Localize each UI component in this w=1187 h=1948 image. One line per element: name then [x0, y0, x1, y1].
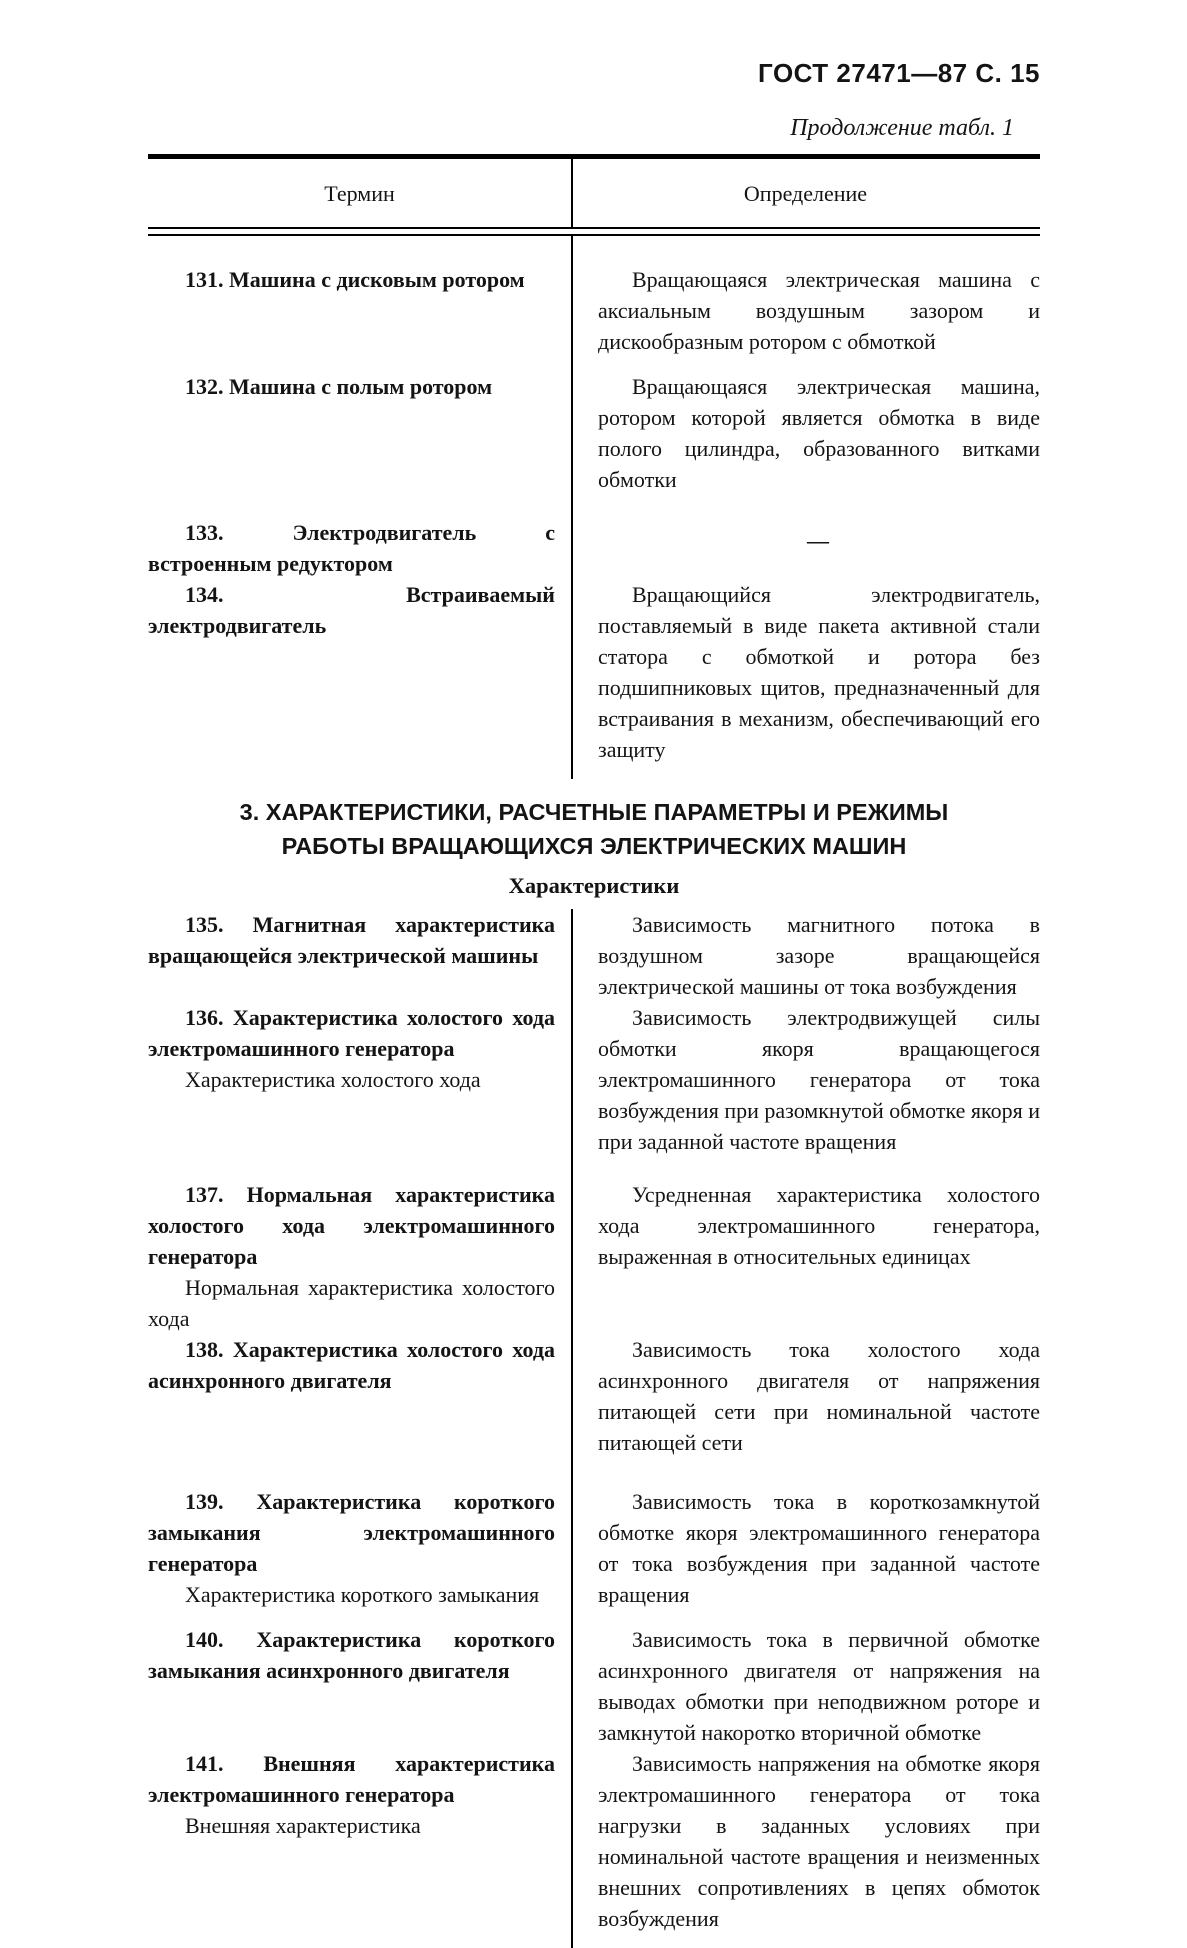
definition-text: Вращающаяся электрическая машина с аксиальным воздушным зазором и дискообразным ротором с обмоткой [598, 267, 1040, 354]
definition-text: Зависимость электродвижущей силы обмотки якоря вращающегося электромашинного генератора от тока возбуждения при разомкнутой обмотке якоря и при заданной частоте вращения [598, 1005, 1040, 1154]
table-row-133 [148, 517, 1040, 579]
term-cell [148, 1334, 571, 1458]
definition-dash: — [807, 528, 831, 553]
section-heading-line1: 3. ХАРАКТЕРИСТИКИ, РАСЧЕТНЫЕ ПАРАМЕТРЫ И РЕЖИМЫ [239, 799, 949, 825]
term-text: 139. Характеристика короткого замыкания электромашинного генератора [148, 1489, 555, 1576]
definition-text: Вращающаяся электрическая машина, ротором которой является обмотка в виде полого цилиндра, образованного витками обмотки [598, 374, 1040, 492]
definition-cell [571, 1002, 1040, 1157]
term-cell [148, 909, 571, 1002]
term-cell [148, 1748, 571, 1934]
table-row-132 [148, 371, 1040, 495]
table-header-row [148, 154, 1040, 227]
definition-cell [571, 264, 1040, 357]
section-heading-line2: РАБОТЫ ВРАЩАЮЩИХСЯ ЭЛЕКТРИЧЕСКИХ МАШИН [281, 833, 907, 859]
gost-page-header: ГОСТ 27471—87 С. 15 [758, 58, 1040, 88]
definition-cell [571, 517, 1040, 579]
table-row-135 [148, 909, 1040, 1002]
table-row-139 [148, 1486, 1040, 1610]
header-double-rule [148, 227, 1040, 236]
table-row-134 [148, 579, 1040, 765]
term-text: 133. Электродвигатель с встроенным редуктором [148, 520, 555, 576]
section-heading [148, 795, 1040, 863]
term-synonym: Характеристика холостого хода [185, 1067, 481, 1092]
term-text: 134. Встраиваемый электродвигатель [148, 582, 555, 638]
definition-cell [571, 1486, 1040, 1610]
col-header-term: Термин [324, 181, 395, 206]
term-synonym: Внешняя характеристика [185, 1813, 421, 1838]
definition-cell [571, 1179, 1040, 1334]
term-synonym: Нормальная характеристика холостого хода [148, 1275, 555, 1331]
term-text: 138. Характеристика холостого хода асинхронного двигателя [148, 1337, 555, 1393]
table-caption: Продолжение табл. 1 [790, 115, 1014, 141]
term-text: 131. Машина с дисковым ротором [185, 267, 525, 292]
term-text: 140. Характеристика короткого замыкания асинхронного двигателя [148, 1627, 555, 1683]
term-cell [148, 1002, 571, 1157]
definition-text: Зависимость тока холостого хода асинхронного двигателя от напряжения питающей сети при номинальной частоте питающей сети [598, 1337, 1040, 1455]
table-row-136 [148, 1002, 1040, 1157]
term-text: 135. Магнитная характеристика вращающейся электрической машины [148, 912, 555, 968]
definition-cell [571, 1748, 1040, 1934]
term-cell [148, 371, 571, 495]
col-header-definition: Определение [743, 181, 868, 206]
term-text: 137. Нормальная характеристика холостого хода электромашинного генератора [148, 1182, 555, 1269]
term-text: 132. Машина с полым ротором [185, 374, 493, 399]
definition-cell [571, 371, 1040, 495]
section-subheading: Характеристики [508, 873, 680, 898]
definition-text: Усредненная характеристика холостого хода электромашинного генератора, выраженная в относительных единицах [598, 1182, 1040, 1269]
table-row-141 [148, 1748, 1040, 1934]
definition-cell [571, 1334, 1040, 1458]
definition-cell [571, 1624, 1040, 1748]
definition-text: Зависимость тока в короткозамкнутой обмотке якоря электромашинного генератора от тока возбуждения при заданной частоте вращения [598, 1489, 1040, 1607]
term-text: 136. Характеристика холостого хода электромашинного генератора [148, 1005, 555, 1061]
table-row-140 [148, 1624, 1040, 1748]
definition-text: Зависимость магнитного потока в воздушном зазоре вращающейся электрической машины от тока возбуждения [598, 912, 1040, 999]
definition-text: Зависимость тока в первичной обмотке асинхронного двигателя от напряжения на выводах обмотки при неподвижном роторе и замкнутой накоротко вторичной обмотке [598, 1627, 1040, 1745]
table-row-137 [148, 1179, 1040, 1334]
table-body-part2 [148, 909, 1040, 1948]
term-cell [148, 1624, 571, 1748]
term-cell [148, 1179, 571, 1334]
term-text: 141. Внешняя характеристика электромашинного генератора [148, 1751, 555, 1807]
table-row-138 [148, 1334, 1040, 1458]
term-cell [148, 579, 571, 765]
table-body-part1 [148, 236, 1040, 779]
table-row-131 [148, 264, 1040, 357]
definition-cell [571, 909, 1040, 1002]
term-cell [148, 517, 571, 579]
definition-text: Зависимость напряжения на обмотке якоря электромашинного генератора от тока нагрузки в заданных условиях при номинальной частоте вращения и неизменных внешних сопротивлениях в цепях обмоток возбуждения [598, 1751, 1040, 1931]
term-cell [148, 264, 571, 357]
term-cell [148, 1486, 571, 1610]
term-synonym: Характеристика короткого замыкания [185, 1582, 540, 1607]
definition-cell [571, 579, 1040, 765]
definition-text: Вращающийся электродвигатель, поставляемый в виде пакета активной стали статора с обмоткой и ротора без подшипниковых щитов, предназначенный для встраивания в механизм, обеспечивающий его защиту [598, 582, 1040, 762]
